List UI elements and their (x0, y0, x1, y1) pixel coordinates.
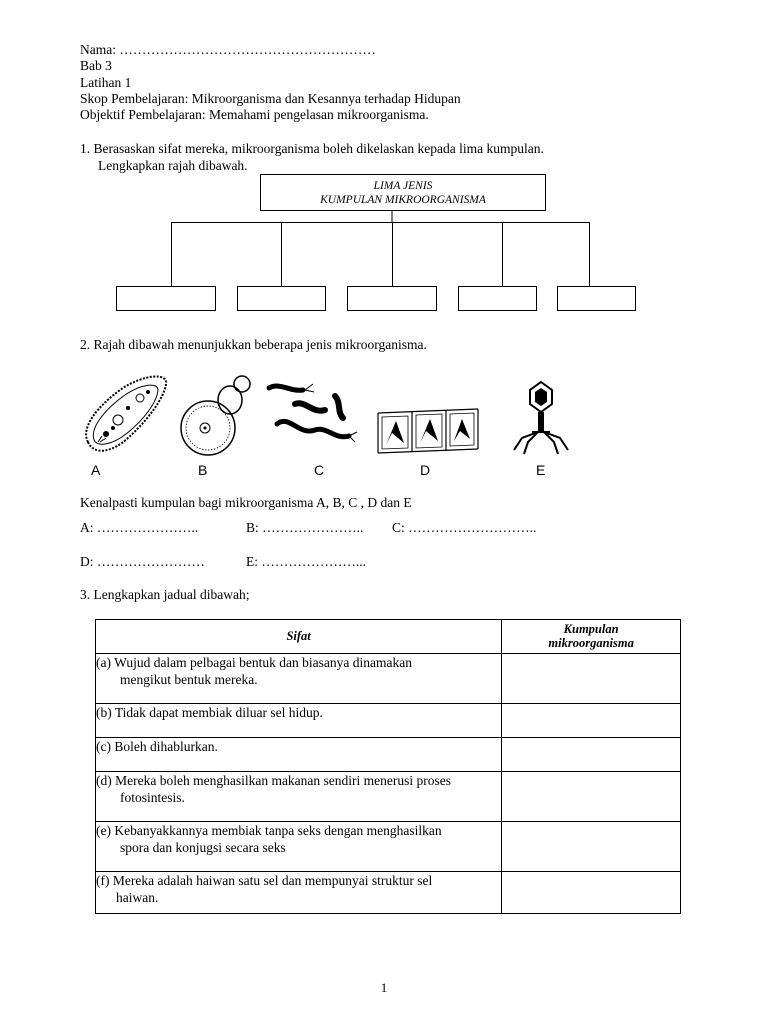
question-1-instruction: Lengkapkan rajah dibawah. (98, 158, 248, 173)
question-2-text: 2. Rajah dibawah menunjukkan beberapa jenis mikroorganisma. (80, 337, 427, 352)
learning-scope: Skop Pembelajaran: Mikroorganisma dan Kesannya terhadap Hidupan (80, 91, 461, 106)
table-header-row (96, 620, 681, 654)
group-answer-box-4[interactable] (458, 286, 537, 311)
answer-cell-e[interactable] (502, 822, 681, 872)
name-field-line: Nama: ………………………………………………… (80, 42, 376, 57)
question-1-text: 1. Berasaskan sifat mereka, mikroorganisma boleh dikelaskan kepada lima kumpulan. (80, 141, 544, 156)
table-row (96, 704, 681, 738)
table-row (96, 822, 681, 872)
answer-b-line[interactable]: B: ………………….. (246, 520, 364, 535)
answer-e-line[interactable]: E: …………………... (246, 554, 366, 569)
algae-icon (376, 405, 480, 463)
page-number: 1 (380, 980, 388, 995)
table-row (96, 772, 681, 822)
group-answer-box-2[interactable] (237, 286, 326, 311)
microorganism-label-b: B (198, 462, 208, 478)
property-c-line1: (c) Boleh dihablurkan. (96, 739, 218, 754)
property-b-line1: (b) Tidak dapat membiak diluar sel hidup. (96, 705, 323, 720)
yeast-icon (178, 370, 258, 460)
chapter-label: Bab 3 (80, 58, 112, 73)
property-d-line1: (d) Mereka boleh menghasilkan makanan sendiri menerusi proses (96, 773, 452, 788)
property-a-line1: (a) Wujud dalam pelbagai bentuk dan biasanya dinamakan (96, 655, 412, 670)
property-a-line2: mengikut bentuk mereka. (120, 672, 258, 687)
microorganism-label-a: A (91, 462, 101, 478)
answer-c-line[interactable]: C: ……………………….. (392, 520, 537, 535)
column-header-kumpulan-line1: Kumpulan (563, 622, 619, 636)
table-row (96, 654, 681, 704)
group-answer-box-5[interactable] (557, 286, 636, 311)
question-3-text: 3. Lengkapkan jadual dibawah; (80, 587, 250, 602)
paramecium-icon (78, 370, 170, 460)
question-2-prompt: Kenalpasti kumpulan bagi mikroorganisma A, B, C , D dan E (80, 495, 412, 510)
column-header-sifat: Sifat (96, 620, 502, 654)
microorganism-label-c: C (314, 462, 325, 478)
answer-d-line[interactable]: D: …………………… (80, 554, 205, 569)
property-f-line1: (f) Mereka adalah haiwan satu sel dan mempunyai struktur sel (96, 873, 433, 888)
answer-cell-d[interactable] (502, 772, 681, 822)
property-e-line1: (e) Kebanyakkannya membiak tanpa seks dengan menghasilkan (96, 823, 442, 838)
answer-cell-a[interactable] (502, 654, 681, 704)
exercise-label: Latihan 1 (80, 75, 132, 90)
group-answer-box-1[interactable] (116, 286, 216, 311)
property-cell-e (96, 822, 502, 872)
property-f-line2: haiwan. (116, 890, 159, 905)
learning-objective: Objektif Pembelajaran: Memahami pengelasan mikroorganisma. (80, 107, 429, 122)
answer-cell-b[interactable] (502, 704, 681, 738)
property-cell-d (96, 772, 502, 822)
root-box-line1: LIMA JENIS (373, 180, 433, 192)
column-header-kumpulan (502, 620, 681, 654)
table-row (96, 738, 681, 772)
microorganism-label-d: D (420, 462, 431, 478)
column-header-kumpulan-line2: mikroorganisma (548, 636, 634, 650)
properties-table (95, 619, 681, 914)
answer-cell-f[interactable] (502, 872, 681, 914)
property-cell-f (96, 872, 502, 914)
property-cell-a (96, 654, 502, 704)
bacteria-icon (265, 378, 365, 458)
property-d-line2: fotosintesis. (120, 790, 185, 805)
property-cell-c (96, 738, 502, 772)
virus-icon (508, 378, 574, 458)
property-e-line2: spora dan konjugsi secara seks (120, 840, 286, 855)
classification-tree-lines (0, 0, 768, 330)
table-row (96, 872, 681, 914)
property-cell-b (96, 704, 502, 738)
root-box-line2: KUMPULAN MIKROORGANISMA (320, 194, 486, 206)
group-answer-box-3[interactable] (347, 286, 437, 311)
answer-cell-c[interactable] (502, 738, 681, 772)
answer-a-line[interactable]: A: ………………….. (80, 520, 199, 535)
microorganism-label-e: E (536, 462, 546, 478)
